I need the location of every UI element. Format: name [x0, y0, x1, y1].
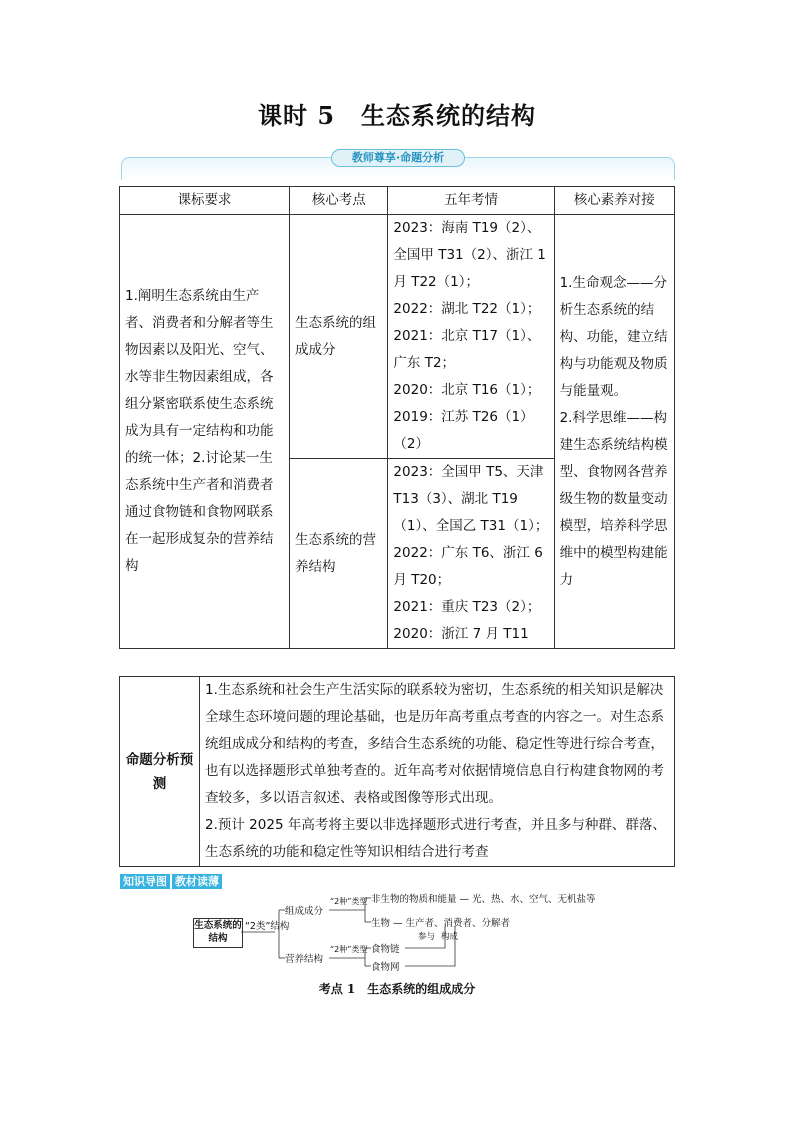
mindmap-participate-label: 参与: [418, 932, 436, 942]
prediction-text: 1.生态系统和社会生产生活实际的联系较为密切，生态系统的相关知识是解决全球生态环境问题的理论基础，也是历年高考重点考查的内容之一。对生态系统组成成分和结构的考查，多结合生态系统的功能、稳定性等进行综合考查，也有以选择题形式单独考查的。近年高考对依据情境信息自行构建食物网的考查较多，多以语言叙述、表格或图像等形式出现。 2.预计 2025 年高考将主要以非选择题形式进行考查，并且多与种群、群落、生态系统的功能和稳定性等知识相结合进行考查: [200, 677, 675, 867]
requirements-table: [119, 186, 675, 649]
mindmap-leaf-food-chain: 食物链: [371, 944, 400, 955]
section-tags: [120, 870, 224, 889]
prediction-table: [119, 676, 675, 867]
section-heading: 考点 1 生态系统的组成成分: [318, 982, 476, 996]
exams-composition: 2023：海南 T19（2）、全国甲 T31（2）、浙江 1 月 T22（1）； 2022：湖北 T22（1）； 2021：北京 T17（1）、广东 T2； 2020：北京 T16（1）； 2019：江苏 T26（1）（2）: [388, 215, 554, 459]
exams-trophic: 2023：全国甲 T5、天津 T13（3）、湖北 T19（1）、全国乙 T31（1）； 2022：广东 T6、浙江 6 月 T20； 2021：重庆 T23（2）； 2020：浙江 7 月 T11: [388, 459, 554, 649]
header-exams: 五年考情: [388, 187, 554, 215]
mindmap-branch-composition: 组成成分: [285, 906, 324, 917]
page-title: 课时 5 生态系统的结构: [257, 101, 537, 130]
header-requirements: 课标要求: [120, 187, 290, 215]
mindmap-root: 生态系统的结构: [193, 918, 243, 948]
mindmap-compose-label: 构成: [441, 932, 459, 942]
mindmap-branch1-link: “2种”类型: [330, 897, 368, 906]
requirements-cell: 1.阐明生态系统由生产者、消费者和分解者等生物因素以及阳光、空气、水等非生物因素组成，各组分紧密联系使生态系统成为具有一定结构和功能的统一体；2.讨论某一生态系统中生产者和消费者通过食物链和食物网联系在一起形成复杂的营养结构: [120, 215, 290, 649]
analysis-banner-label: 教师尊享·命题分析: [331, 149, 465, 167]
knowledge-mindmap: [193, 888, 613, 978]
tag-textbook: 教材读薄: [172, 874, 222, 889]
mindmap-leaf-biotic: 生物 — 生产者、消费者、分解者: [371, 918, 511, 929]
point-composition: 生态系统的组成成分: [289, 215, 387, 459]
mindmap-leaf-food-web: 食物网: [371, 962, 400, 973]
point-trophic: 生态系统的营养结构: [289, 459, 387, 649]
prediction-label: 命题分析预测: [120, 677, 200, 867]
mindmap-branch-trophic: 营养结构: [285, 954, 324, 965]
header-literacy: 核心素养对接: [554, 187, 674, 215]
mindmap-branch2-link: “2种”类型: [330, 945, 368, 954]
tag-knowledge-map: 知识导图: [120, 874, 170, 889]
header-points: 核心考点: [289, 187, 387, 215]
mindmap-root-link: “2类”结构: [245, 921, 290, 932]
literacy-cell: 1.生命观念——分析生态系统的结构、功能，建立结构与功能观及物质与能量观。 2.科学思维——构建生态系统结构模型、食物网各营养级生物的数量变动模型，培养科学思维中的模型构建能力: [554, 215, 674, 649]
mindmap-leaf-abiotic: 非生物的物质和能量 — 光、热、水、空气、无机盐等: [371, 894, 596, 905]
